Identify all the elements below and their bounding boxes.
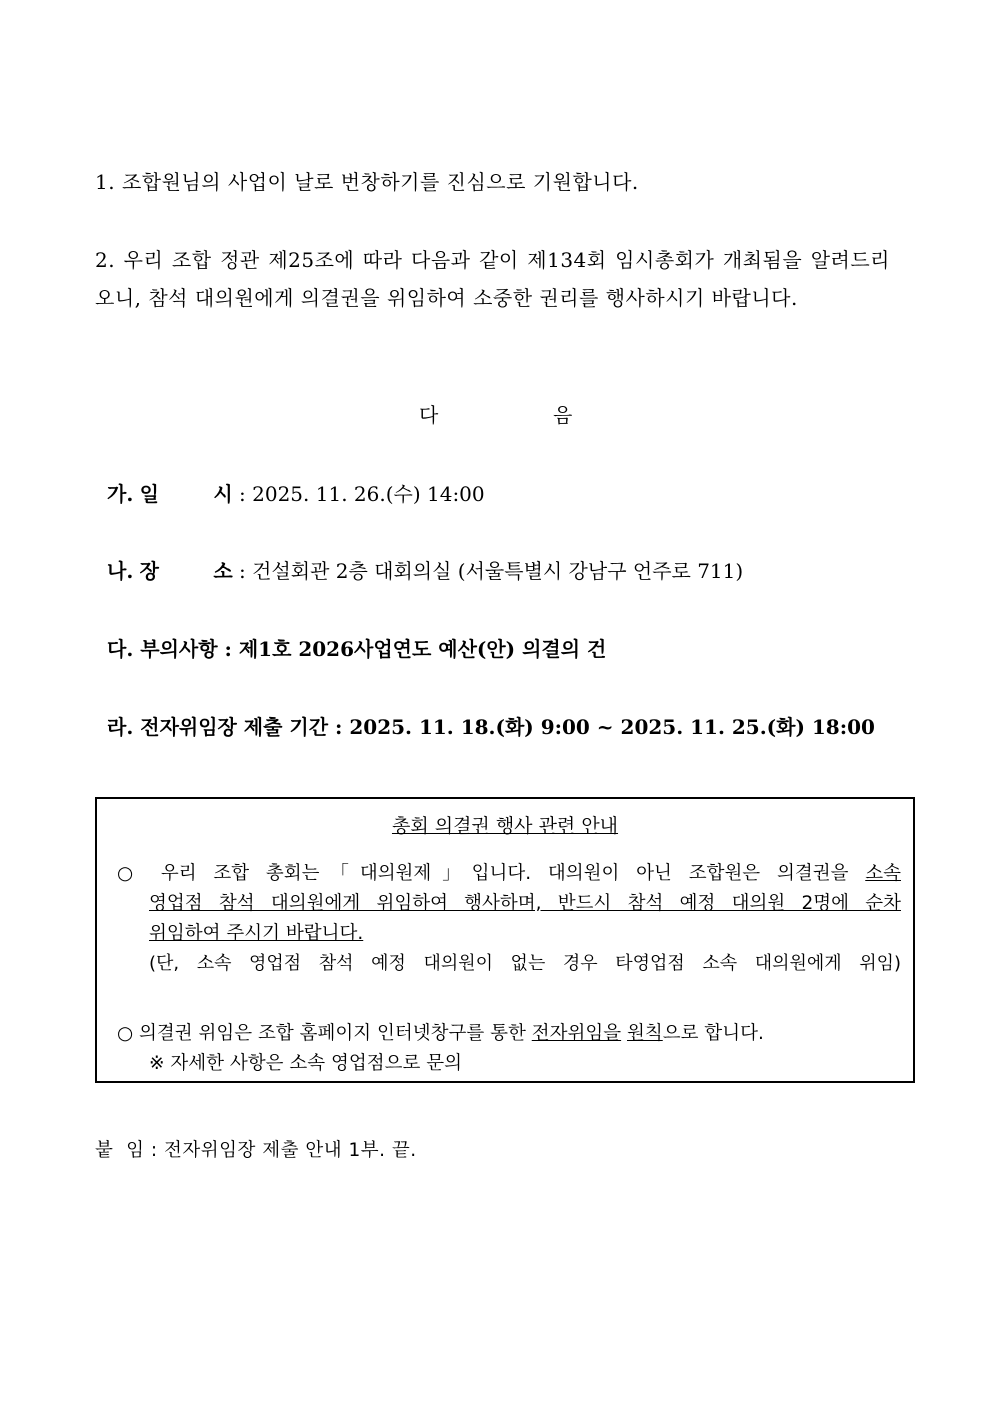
item-date-sep: : (239, 482, 246, 506)
notice-bullet-2-post: 으로 합니다. (662, 1023, 764, 1044)
item-place-prefix: 나. (107, 559, 134, 583)
notice-bullet-1-underline-2: 영업점 참석 대의원에게 위임하여 행사하며, 반드시 참석 예정 대의원 2명에 순차 (149, 893, 901, 914)
notice-bullet-2-underline-2: 원칙 (627, 1023, 663, 1044)
notice-bullet-1-note: (단, 소속 영업점 참석 예정 대의원이 없는 경우 타영업점 소속 대의원에게 위임) (149, 953, 901, 974)
notice-bullet-1-line-2 (149, 889, 901, 919)
item-place-value: 건설회관 2층 대회의실 (서울특별시 강남구 언주로 711) (252, 559, 744, 583)
notice-bullet-2 (117, 1019, 901, 1049)
notice-bullet-1-line-1 (117, 859, 901, 889)
item-date-label-a: 일 (139, 482, 159, 506)
item-place (107, 552, 743, 590)
notice-bullet-1-line-3 (149, 919, 901, 949)
intro-paragraph-1: 1. 조합원님의 사업이 날로 번창하기를 진심으로 기원합니다. (95, 170, 639, 194)
notice-bullet-2-note: ※ 자세한 사항은 소속 영업점으로 문의 (149, 1053, 462, 1074)
item-place-label-a: 장 (139, 559, 159, 583)
item-place-label-b: 소 (213, 559, 233, 583)
item-date-prefix: 가. (107, 482, 134, 506)
notice-bullet-1-text: ○ 우리 조합 총회는「대의원제」입니다. 대의원이 아닌 조합원은 의결권을 (117, 863, 849, 884)
notice-bullet-1-underline-1: 소속 (865, 863, 901, 884)
heading-right: 음 (553, 403, 573, 427)
item-date-value: 2025. 11. 26.(수) 14:00 (252, 482, 485, 506)
item-proxy-period: 라. 전자위임장 제출 기간 : 2025. 11. 18.(화) 9:00 ~ 2025. 11. 25.(화) 18:00 (107, 715, 875, 739)
heading-left: 다 (419, 403, 439, 427)
attachment-line: 붙 임 : 전자위임장 제출 안내 1부. 끝. (95, 1140, 417, 1161)
item-date-label-b: 시 (213, 482, 233, 506)
notice-bullet-2-underline-1: 전자위임을 (531, 1023, 622, 1044)
item-date (107, 475, 485, 513)
item-place-sep: : (239, 559, 246, 583)
notice-title: 총회 의결권 행사 관련 안내 (391, 815, 619, 837)
notice-box (95, 797, 915, 1083)
notice-bullet-1-underline-3: 위임하여 주시기 바랍니다. (149, 923, 364, 944)
notice-bullet-2-text: ○ 의결권 위임은 조합 홈페이지 인터넷창구를 통한 (117, 1023, 526, 1044)
item-agenda: 다. 부의사항 : 제1호 2026사업연도 예산(안) 의결의 건 (107, 637, 607, 661)
intro-paragraph-2: 2. 우리 조합 정관 제25조에 따라 다음과 같이 제134회 임시총회가 개최됨을 알려드리오니, 참석 대의원에게 의결권을 위임하여 소중한 권리를 행사하시기 바랍니다. (95, 248, 890, 310)
